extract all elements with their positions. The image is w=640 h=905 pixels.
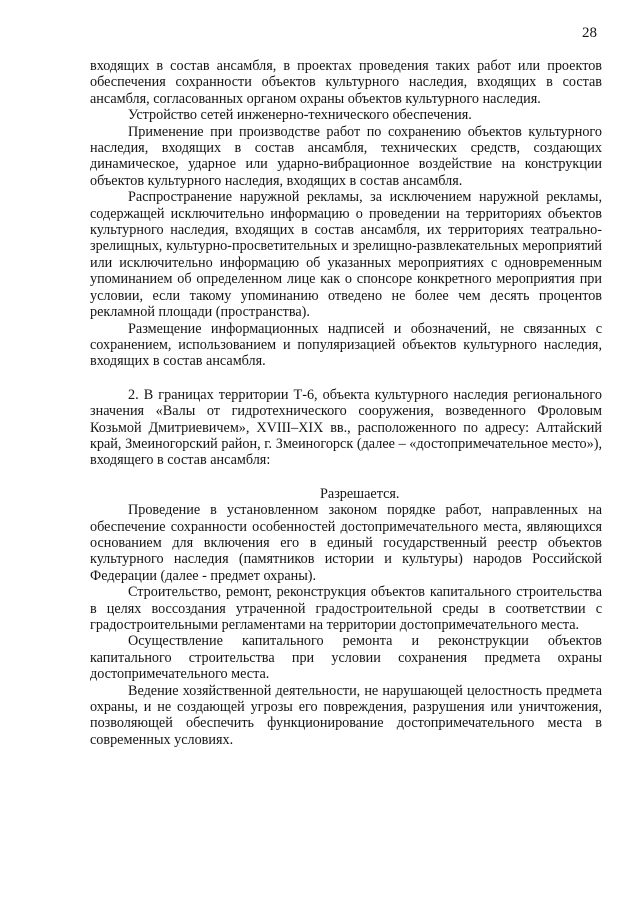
paragraph-economic-activity: Ведение хозяйственной деятельности, не нарушающей целостность предмета охраны, и не создающей угрозы его повреждения, разрушения или уничтожения, позволяющей обеспечить функционирование достопримечательного места в современных условиях.: [90, 682, 602, 748]
paragraph-construction: Строительство, ремонт, реконструкция объектов капитального строительства в целях воссоздания утраченной градостроительной среды в соответствии с градостроительными регламентами на территории достопримечательного места.: [90, 584, 602, 633]
spacer: [90, 469, 602, 486]
paragraph-utility-networks: Устройство сетей инженерно-технического обеспечения.: [128, 107, 472, 124]
spacer: [90, 370, 602, 387]
section-heading-permitted: Разрешается.: [320, 485, 400, 502]
page-number: 28: [582, 25, 597, 41]
paragraph-informational-signs: Размещение информационных надписей и обозначений, не связанных с сохранением, использованием и популяризацией объектов культурного наследия, входящих в состав ансамбля.: [90, 320, 602, 370]
paragraph-capital-repair: Осуществление капитального ремонта и реконструкции объектов капитального строительства при условии сохранения предмета охраны достопримечательного места.: [90, 633, 602, 683]
section-2-intro: 2. В границах территории Т-6, объекта культурного наследия регионального значения «Валы от гидротехнического сооружения, возведенного Фроловым Козьмой Дмитриевичем», XVIII–XIX вв., расположенного по адресу: Алтайский край, Змеиногорский район, г. Змеиногорск (далее – «достопримечательное место»), входящего в состав ансамбля:: [90, 386, 602, 469]
paragraph-preservation-works: Проведение в установленном законом порядке работ, направленных на обеспечение сохранности особенностей достопримечательного места, являющихся основанием для включения его в единый государственный реестр объектов культурного наследия (памятников истории и культуры) народов Российской Федерации (далее - предмет охраны).: [90, 502, 602, 584]
paragraph-outdoor-advertising: Распространение наружной рекламы, за исключением наружной рекламы, содержащей исключительно информацию о проведении на территориях объектов культурного наследия, входящих в состав ансамбля, их территориях театрально-зрелищных, культурно-просветительных и зрелищно-развлекательных мероприятий или исключительно информацию об указанных мероприятиях с одновременным упоминанием об определенном лице как о спонсоре конкретного мероприятия при условии, если такому упоминанию отведено не более чем десять процентов рекламной площади (пространства).: [90, 189, 602, 321]
paragraph-continuation: входящих в состав ансамбля, в проектах проведения таких работ или проектов обеспечения сохранности объектов культурного наследия, входящих в состав ансамбля, согласованных органом охраны объектов культурного наследия.: [90, 58, 602, 107]
document-body: [90, 0, 602, 748]
paragraph-technical-means: Применение при производстве работ по сохранению объектов культурного наследия, входящих в состав ансамбля, технических средств, создающих динамическое, ударное или ударно-вибрационное воздействие на конструкции объектов культурного наследия, входящих в состав ансамбля.: [90, 123, 602, 189]
